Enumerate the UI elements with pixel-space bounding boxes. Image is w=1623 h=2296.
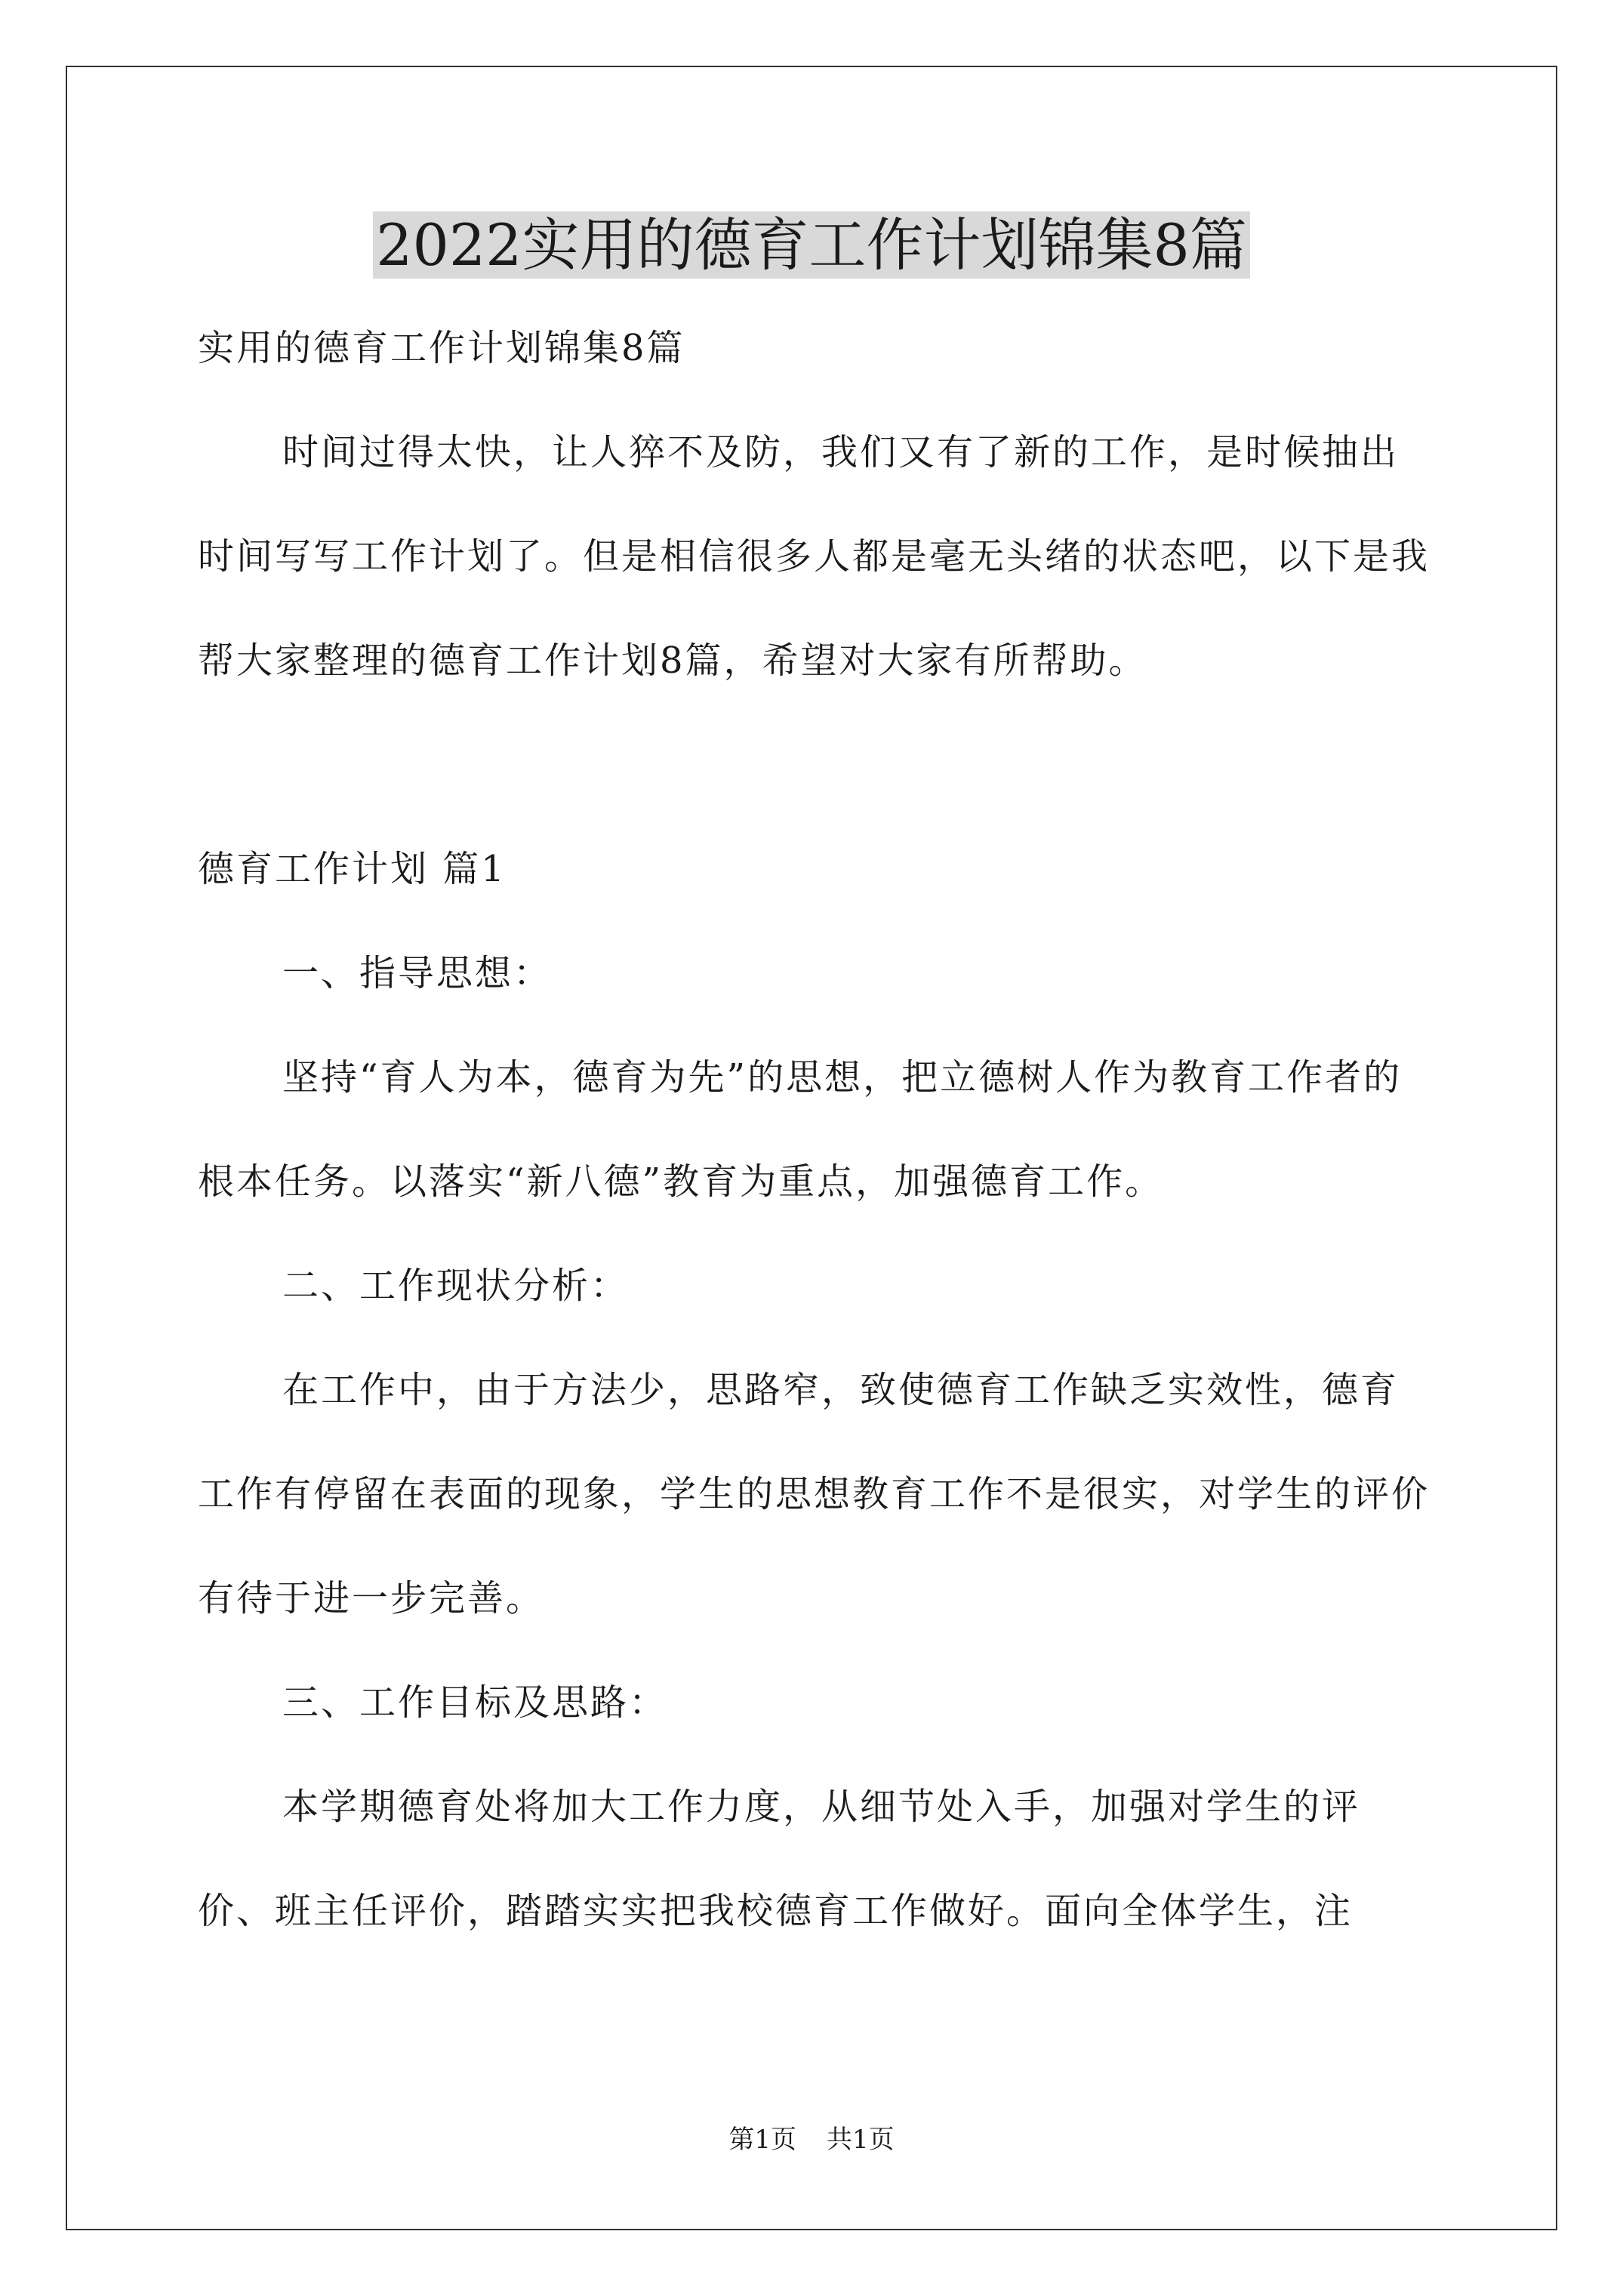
paragraph-guiding-ideology: 坚持“育人为本，德育为先”的思想，把立德树人作为教育工作者的根本任务。以落实“新八德”教育为重点，加强德育工作。 <box>198 1056 1403 1203</box>
document-title-text: 2022实用的德育工作计划锦集8篇 <box>373 211 1250 279</box>
document-subtitle: 实用的德育工作计划锦集8篇 <box>198 327 685 369</box>
page-total: 共1页 <box>827 2125 895 2155</box>
heading-goals: 三、工作目标及思路： <box>282 1681 668 1724</box>
page-number: 第1页 <box>728 2125 796 2155</box>
document-body <box>198 296 1436 1963</box>
section-heading: 德育工作计划 篇1 <box>198 848 507 890</box>
paragraph-goals: 本学期德育处将加大工作力度，从细节处入手，加强对学生的评价、班主任评价，踏踏实实把我校德育工作做好。面向全体学生，注 <box>198 1786 1361 1932</box>
document-title <box>0 204 1623 287</box>
section-spacer <box>198 713 1436 817</box>
intro-paragraph: 时间过得太快，让人猝不及防，我们又有了新的工作，是时候抽出时间写写工作计划了。但是相信很多人都是毫无头绪的状态吧，以下是我帮大家整理的德育工作计划8篇，希望对大家有所帮助。 <box>198 431 1431 682</box>
heading-status-analysis: 二、工作现状分析： <box>282 1265 630 1307</box>
paragraph-status-analysis: 在工作中，由于方法少，思路窄，致使德育工作缺乏实效性，德育工作有停留在表面的现象，学生的思想教育工作不是很实，对学生的评价有待于进一步完善。 <box>198 1369 1431 1620</box>
page-footer <box>0 2123 1623 2156</box>
heading-guiding-ideology: 一、指导思想： <box>282 952 553 994</box>
